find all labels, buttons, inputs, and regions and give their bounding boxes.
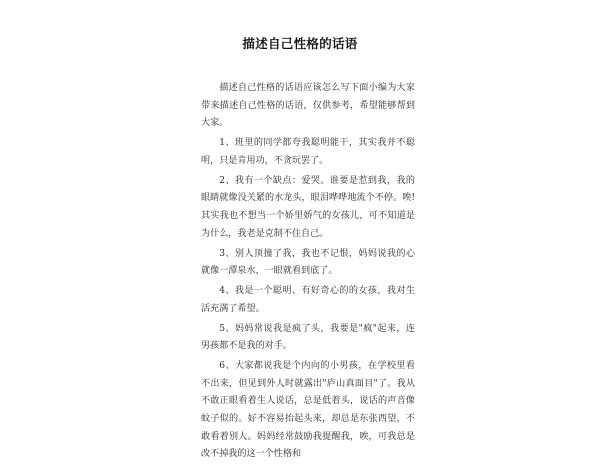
paragraph-4: 4、我是一个聪明、有好奇心的的女孩，我对生活充满了希望。 xyxy=(201,286,415,314)
paragraph-2: 2、我有一个缺点：爱哭。谁要是惹到我，我的眼睛就像没关紧的水龙头，眼泪哗哗地流个不停。唉!其实我也不想当一个娇里娇气的女孩儿，可不知道是为什么，我老是克制不住自己。 xyxy=(201,175,415,239)
document-title: 描述自己性格的话语 xyxy=(242,36,358,51)
paragraph-1: 1、班里的同学都夸我聪明能干，其实我并不聪明，只是肯用功，不贪玩罢了。 xyxy=(201,138,415,166)
document-body xyxy=(201,80,415,466)
paragraph-3: 3、别人顶撞了我，我也不记恨，妈妈说我的心就像一潭泉水，一眼就看到底了。 xyxy=(201,248,415,277)
paragraph-5: 5、妈妈常说我是疯了头，我要是"疯"起来，连男孩都不是我的对手。 xyxy=(201,323,415,352)
paragraph-intro: 描述自己性格的话语应该怎么写下面小编为大家带来描述自己性格的话语，仅供参考，希望能够帮到大家。 xyxy=(201,83,415,129)
paragraph-6: 6、大家都说我是个内向的小男孩，在学校里看不出来，但见到外人时就露出"庐山真面目"了。我从不敢正眼看着生人说话，总是低着头，说话的声音像蚊子似的。好不容易抬起头来，却总是东张西望，不敢看着别人。妈妈经常鼓励我提醒我，唉，可我总是改不掉我的这一个性格和 xyxy=(201,361,415,460)
